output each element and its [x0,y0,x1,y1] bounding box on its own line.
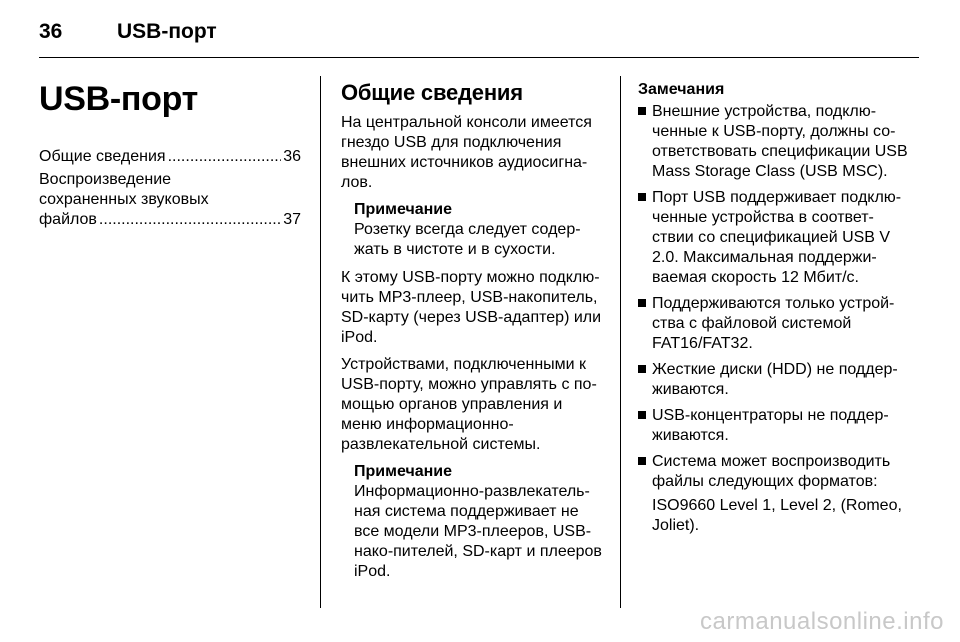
list-item-text: Порт USB поддерживает подклю-ченные устройства в соответ-ствии со спецификацией USB V 2.0. Максимальная поддержи-ваемая скорость 12 Мбит/с. [652,189,902,286]
list-item-text: Поддерживаются только устрой-ства с файловой системой FAT16/FAT32. [652,295,895,352]
toc-page-number: 37 [283,211,301,228]
intro-paragraph: На центральной консоли имеется гнездо USB для подключения внешних источников аудиосигна-лов. [341,114,592,191]
toc-entry-title: Общие сведения [39,148,166,165]
toc-column [39,76,301,233]
body-paragraph: К этому USB-порту можно подклю-чить MP3-плеер, USB-накопитель, SD-карту (через USB-адаптер) или iPod. [341,269,602,346]
toc-entry-general[interactable] [39,147,301,167]
square-bullet-icon [638,299,646,307]
list-item-text: USB-концентраторы не поддер-живаются. [652,407,889,444]
column-divider [620,76,621,608]
page-header [39,12,919,52]
remarks-heading: Замечания [638,81,725,98]
note-text: Информационно-развлекатель-ная система поддерживает не все модели MP3-плееров, USB-нако-пителей, SD-карт и плееров iPod. [354,483,602,580]
toc-page-number: 36 [283,148,301,165]
toc-leader [168,147,282,167]
header-rule [39,57,919,58]
note-block [354,462,604,582]
note-text: Розетку всегда следует содер-жать в чистоте и в сухости. [354,221,581,258]
toc-entry-playback[interactable] [39,170,301,230]
section-heading: Общие сведения [341,80,523,105]
toc-entry-title: файлов [39,211,97,228]
list-item-text: Внешние устройства, подклю-ченные к USB-порту, должны со-ответствовать спецификации USB Mass Storage Class (USB MSC). [652,103,908,180]
note-block [354,200,604,260]
list-item [638,452,910,536]
note-label: Примечание [354,463,453,480]
chapter-title: USB-порт [39,80,198,118]
toc-entry-title: сохраненных звуковых [39,191,209,208]
list-item [638,360,910,400]
toc-entry-title: Воспроизведение [39,171,172,188]
list-item [638,406,910,446]
toc-leader [99,210,281,230]
list-item [638,294,910,354]
body-paragraph: Устройствами, подключенными к USB-порту, можно управлять с по-мощью органов управления и меню информационно-развлекательной системы. [341,356,597,453]
formats-text: ISO9660 Level 1, Level 2, (Romeo, Joliet). [652,497,902,534]
list-item [638,102,910,182]
note-label: Примечание [354,201,453,218]
square-bullet-icon [638,365,646,373]
general-info-column [341,76,604,590]
list-item-text: Жесткие диски (HDD) не поддер-живаются. [652,361,898,398]
square-bullet-icon [638,457,646,465]
column-divider [320,76,321,608]
square-bullet-icon [638,193,646,201]
remarks-column [638,76,910,542]
list-item [638,188,910,288]
list-item-text: Система может воспроизводить файлы следующих форматов: [652,453,891,490]
watermark: carmanualsonline.info [700,608,944,635]
square-bullet-icon [638,411,646,419]
square-bullet-icon [638,107,646,115]
page-number: 36 [39,20,63,43]
remarks-list [638,102,910,536]
running-title: USB-порт [117,20,217,43]
